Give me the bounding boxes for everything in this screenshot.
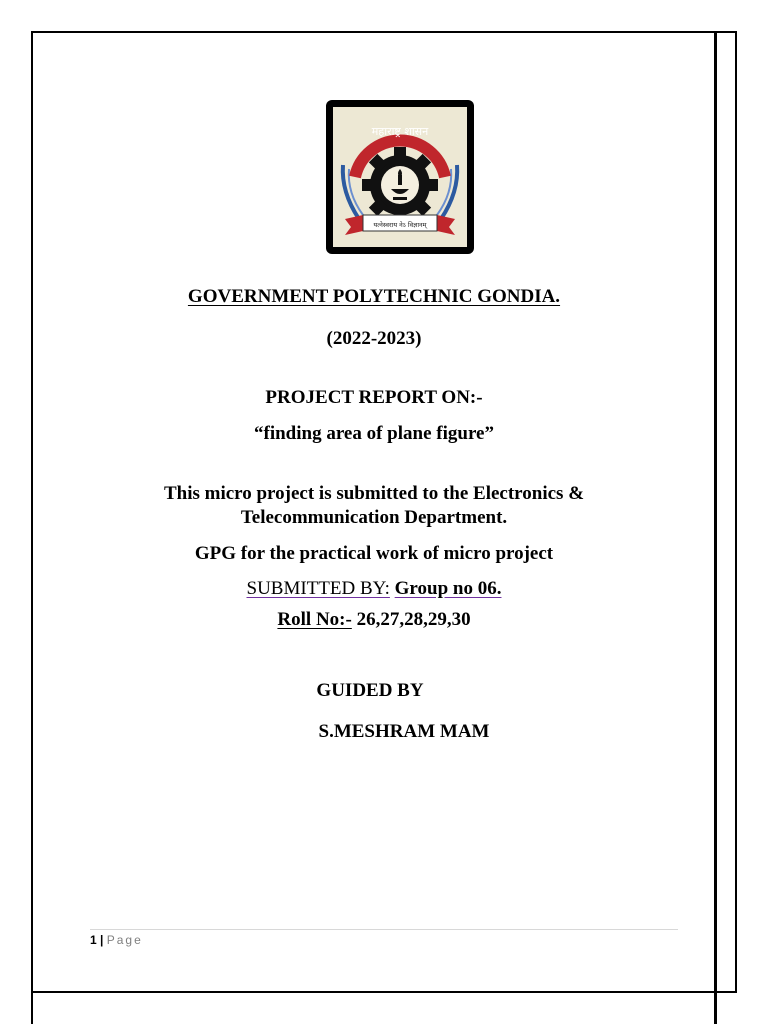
institute-name-line	[34, 285, 714, 309]
logo-ribbon-text: यत्नेस्वराय नेऽ विज्ञानम्	[373, 221, 427, 229]
page-separator: |	[100, 933, 104, 947]
submitted-by-line	[34, 577, 714, 601]
institute-name: GOVERNMENT POLYTECHNIC GONDIA.	[187, 286, 561, 307]
page-number: 1	[90, 933, 97, 947]
page-footer	[90, 932, 143, 948]
guided-by-label: GUIDED BY	[316, 680, 424, 701]
logo-emblem	[333, 107, 467, 247]
page-border-right-outer	[735, 31, 737, 993]
page-border-top	[31, 31, 737, 33]
institute-logo	[326, 100, 474, 254]
submitted-by-label: SUBMITTED BY:	[246, 578, 390, 599]
page-word: Page	[106, 933, 143, 947]
submitted-by-value: Group no 06.	[394, 578, 502, 599]
roll-number-label: Roll No:-	[277, 609, 352, 630]
gear-emblem-icon	[333, 107, 467, 247]
footer-divider	[90, 929, 678, 930]
logo-top-text: महाराष्ट्र शासन	[371, 125, 429, 138]
report-topic: “finding area of plane figure”	[254, 423, 494, 444]
submission-line-2: Telecommunication Department.	[240, 507, 508, 528]
submission-line-3: GPG for the practical work of micro project	[194, 543, 554, 564]
roll-number-line	[34, 608, 714, 632]
submission-line-1: This micro project is submitted to the Electronics &	[163, 483, 585, 504]
page-border-right-inner	[714, 31, 717, 1024]
roll-number-value: 26,27,28,29,30	[356, 609, 471, 630]
report-label: PROJECT REPORT ON:-	[265, 387, 483, 408]
page-border-left	[31, 31, 33, 1024]
guide-name: S.MESHRAM MAM	[318, 721, 490, 742]
session-year: (2022-2023)	[326, 328, 422, 349]
page-border-bottom	[31, 991, 737, 993]
